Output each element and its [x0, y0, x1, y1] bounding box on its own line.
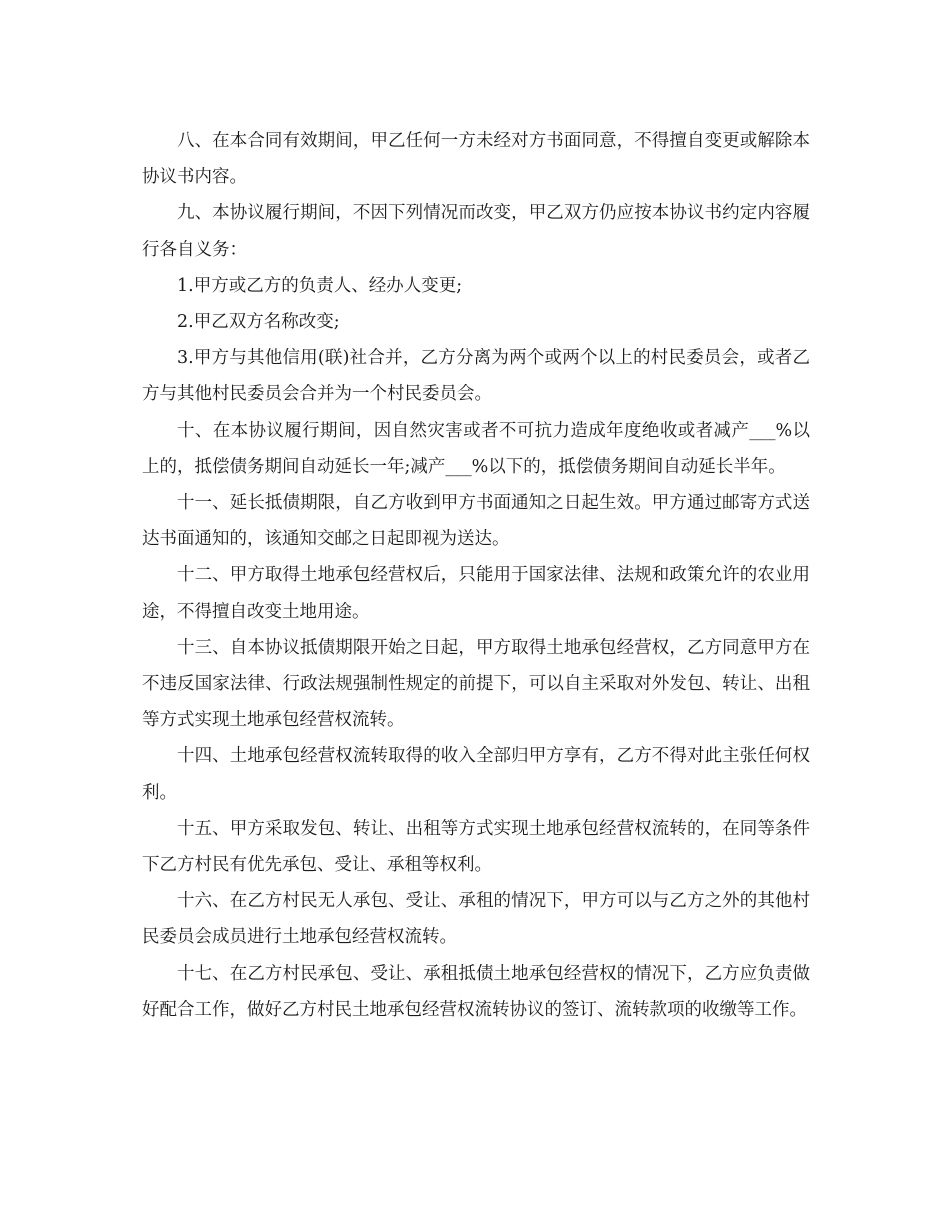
clause-9-item-2: 2.甲乙双方名称改变; [177, 312, 340, 333]
clause-9-item-1: 1.甲方或乙方的负责人、经办人变更; [177, 275, 463, 296]
clause-16: 十六、在乙方村民无人承包、受让、承租的情况下，甲方可以与乙方之外的其他村民委员会成员进行土地承包经营权流转。 [142, 891, 810, 948]
clause-9-item-3: 3.甲方与其他信用(联)社合并，乙方分离为两个或两个以上的村民委员会，或者乙方与其他村民委员会合并为一个村民委员会。 [142, 348, 810, 405]
clause-10: 十、在本协议履行期间，因自然灾害或者不可抗力造成年度绝收或者减产___%以上的，抵偿债务期间自动延长一年;减产___%以下的，抵偿债务期间自动延长半年。 [142, 420, 810, 477]
clause-15: 十五、甲方采取发包、转让、出租等方式实现土地承包经营权流转的，在同等条件下乙方村民有优先承包、受让、承租等权利。 [142, 818, 810, 876]
clause-13: 十三、自本协议抵债期限开始之日起，甲方取得土地承包经营权，乙方同意甲方在不违反国家法律、行政法规强制性规定的前提下，可以自主采取对外发包、转让、出租等方式实现土地承包经营权流转。 [142, 637, 810, 731]
clause-17: 十七、在乙方村民承包、受让、承租抵债土地承包经营权的情况下，乙方应负责做好配合工作，做好乙方村民土地承包经营权流转协议的签订、流转款项的收缴等工作。 [142, 963, 810, 1020]
clause-8: 八、在本合同有效期间，甲乙任何一方未经对方书面同意，不得擅自变更或解除本协议书内容。 [142, 131, 810, 188]
document-body [142, 123, 810, 1028]
clause-9: 九、本协议履行期间，不因下列情况而改变，甲乙双方仍应按本协议书约定内容履行各自义务： [142, 203, 810, 260]
clause-14: 十四、土地承包经营权流转取得的收入全部归甲方享有，乙方不得对此主张任何权利。 [142, 746, 810, 803]
clause-12: 十二、甲方取得土地承包经营权后，只能用于国家法律、法规和政策允许的农业用途，不得擅自改变土地用途。 [142, 565, 810, 622]
clause-11: 十一、延长抵债期限，自乙方收到甲方书面通知之日起生效。甲方通过邮寄方式送达书面通知的，该通知交邮之日起即视为送达。 [142, 493, 810, 550]
